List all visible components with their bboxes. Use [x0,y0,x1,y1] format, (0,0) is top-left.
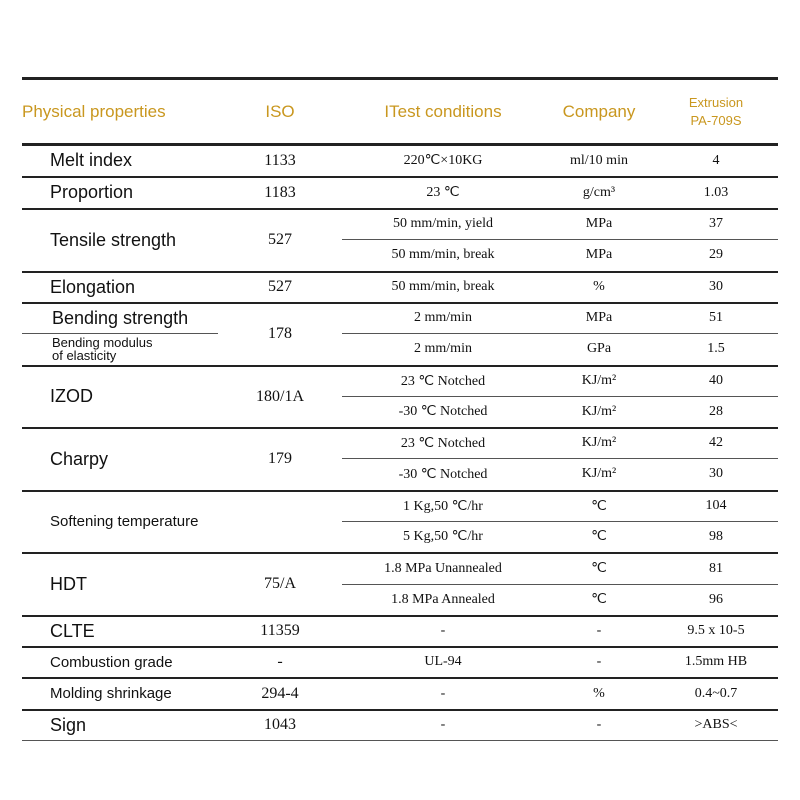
value-cell: 1.03 [654,177,778,209]
property-cell: Charpy [22,428,218,491]
value-cell: 37 [654,209,778,240]
condition-cell: 23 ℃ [342,177,544,209]
condition-cell: 50 mm/min, yield [342,209,544,240]
property-cell: Molding shrinkage [22,678,218,710]
value-cell: 9.5 x 10-5 [654,616,778,647]
property-cell: Bending strength [22,303,218,334]
condition-cell: 50 mm/min, break [342,240,544,272]
unit-cell: KJ/m² [544,397,654,428]
properties-table-wrapper [22,77,778,741]
condition-cell: UL-94 [342,647,544,678]
property-cell: Proportion [22,177,218,209]
table-row [22,678,778,710]
table-row [22,272,778,303]
property-cell: IZOD [22,366,218,428]
unit-cell: KJ/m² [544,459,654,491]
properties-table [22,77,778,741]
iso-cell: 180/1A [218,366,342,428]
value-cell: 1.5mm HB [654,647,778,678]
value-cell: 28 [654,397,778,428]
property-cell: Softening temperature [22,491,342,553]
property-cell: Sign [22,710,218,741]
table-row [22,616,778,647]
value-cell: 98 [654,522,778,553]
value-cell: 104 [654,491,778,522]
property-cell: Elongation [22,272,218,303]
value-cell: 42 [654,428,778,459]
iso-cell: 178 [218,303,342,366]
unit-cell: ℃ [544,553,654,585]
unit-cell: - [544,710,654,741]
unit-cell: GPa [544,334,654,366]
table-row [22,177,778,209]
table-row [22,145,778,177]
iso-cell: 179 [218,428,342,491]
property-cell: Combustion grade [22,647,218,678]
header-extrusion [654,79,778,145]
property-cell: Tensile strength [22,209,218,272]
header-physical-properties: Physical properties [22,79,218,145]
unit-cell: % [544,678,654,710]
condition-cell: - [342,678,544,710]
iso-cell: - [218,647,342,678]
header-iso: ISO [218,79,342,145]
condition-cell: -30 ℃ Notched [342,397,544,428]
table-row [22,334,778,366]
header-extrusion-line2: PA-709S [690,112,742,128]
unit-cell: MPa [544,240,654,272]
table-row [22,303,778,334]
condition-cell: 2 mm/min [342,334,544,366]
property-cell: Melt index [22,145,218,177]
unit-cell: - [544,647,654,678]
value-cell: 1.5 [654,334,778,366]
table-row [22,491,778,522]
property-line: Bending modulus [52,335,153,351]
iso-cell: 1133 [218,145,342,177]
condition-cell: 1 Kg,50 ℃/hr [342,491,544,522]
iso-cell: 1043 [218,710,342,741]
value-cell: 29 [654,240,778,272]
header-test-conditions: ITest conditions [342,79,544,145]
iso-cell: 527 [218,272,342,303]
iso-cell: 294-4 [218,678,342,710]
unit-cell: MPa [544,303,654,334]
unit-cell: KJ/m² [544,428,654,459]
value-cell: 81 [654,553,778,585]
value-cell: 4 [654,145,778,177]
header-extrusion-line1: Extrusion [688,94,744,110]
unit-cell: ℃ [544,491,654,522]
table-row [22,209,778,240]
value-cell: 96 [654,585,778,616]
property-cell [22,334,218,366]
condition-cell: 50 mm/min, break [342,272,544,303]
header-row [22,79,778,145]
unit-cell: % [544,272,654,303]
iso-cell: 1183 [218,177,342,209]
condition-cell: 220℃×10KG [342,145,544,177]
value-cell: 40 [654,366,778,397]
iso-cell: 11359 [218,616,342,647]
table-row [22,366,778,397]
property-cell: HDT [22,553,218,616]
property-cell: CLTE [22,616,218,647]
table-row [22,428,778,459]
unit-cell: MPa [544,209,654,240]
condition-cell: - [342,616,544,647]
unit-cell: KJ/m² [544,366,654,397]
table-row [22,710,778,741]
unit-cell: - [544,616,654,647]
iso-cell: 75/A [218,553,342,616]
condition-cell: 2 mm/min [342,303,544,334]
value-cell: >ABS< [654,710,778,741]
condition-cell: 1.8 MPa Unannealed [342,553,544,585]
condition-cell: 23 ℃ Notched [342,366,544,397]
condition-cell: 5 Kg,50 ℃/hr [342,522,544,553]
value-cell: 0.4~0.7 [654,678,778,710]
iso-cell: 527 [218,209,342,272]
unit-cell: ℃ [544,522,654,553]
condition-cell: 23 ℃ Notched [342,428,544,459]
header-company: Company [544,79,654,145]
value-cell: 51 [654,303,778,334]
unit-cell: g/cm³ [544,177,654,209]
value-cell: 30 [654,459,778,491]
condition-cell: -30 ℃ Notched [342,459,544,491]
property-line: of elasticity [52,348,117,364]
value-cell: 30 [654,272,778,303]
unit-cell: ℃ [544,585,654,616]
condition-cell: 1.8 MPa Annealed [342,585,544,616]
table-row [22,647,778,678]
unit-cell: ml/10 min [544,145,654,177]
condition-cell: - [342,710,544,741]
table-row [22,553,778,585]
